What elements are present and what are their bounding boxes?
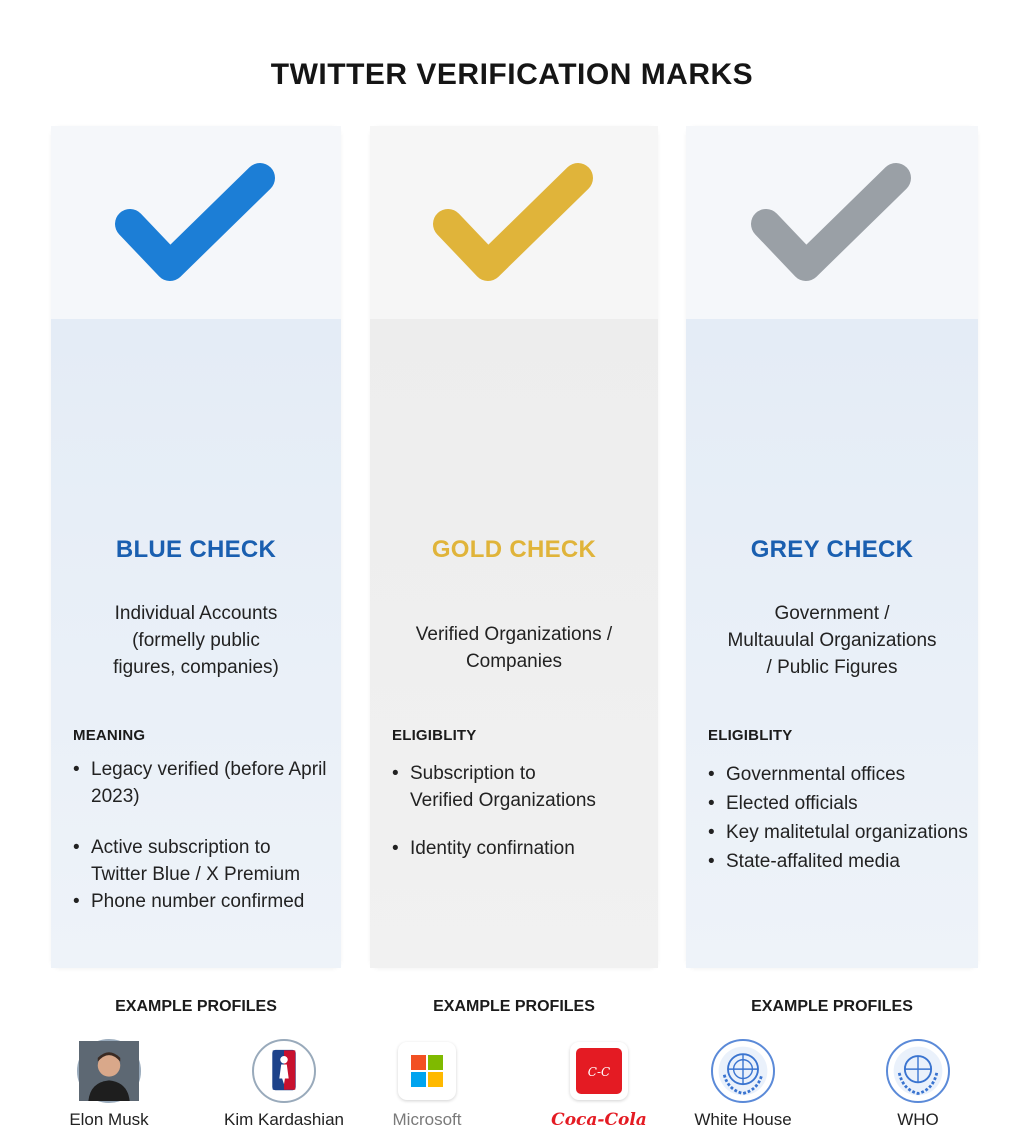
card-subtitle <box>700 600 964 681</box>
profile-white-house[interactable] <box>678 1039 808 1129</box>
list-item: • Phone number confirmed <box>73 888 331 915</box>
gold-check-card <box>370 126 658 1130</box>
section-label: MEANING <box>73 727 146 744</box>
card-heading: GOLD CHECK <box>431 536 597 563</box>
microsoft-logo-icon <box>398 1042 456 1100</box>
profile-coca-cola[interactable] <box>534 1039 664 1130</box>
coca-cola-logo-icon <box>570 1042 628 1100</box>
list-item: • Key malitetulal organizations <box>708 818 978 847</box>
card-header <box>370 126 658 319</box>
subtitle-line: Companies <box>465 651 563 672</box>
card-subtitle <box>384 621 644 675</box>
list-item: • Active subscription to Twitter Blue / X Premium <box>73 834 331 888</box>
profile-microsoft[interactable] <box>362 1039 492 1129</box>
list-item: • Identity confirnation <box>392 835 648 862</box>
svg-text:C-C: C-C <box>587 1065 611 1079</box>
subtitle-line: / Public Figures <box>766 657 898 678</box>
subtitle-line: Government / <box>774 603 890 624</box>
card-body <box>686 319 978 1129</box>
profile-name: Elon Musk <box>69 1110 149 1129</box>
blue-check-card <box>51 126 344 1129</box>
profile-who[interactable] <box>853 1039 983 1129</box>
nba-logo-icon <box>252 1039 316 1103</box>
bullet-list <box>708 760 978 876</box>
grey-check-card <box>686 126 978 1129</box>
list-item: • Legacy verified (before April 2023) <box>73 756 331 810</box>
person-avatar-icon <box>77 1039 141 1103</box>
bullet-list <box>392 760 648 862</box>
profile-kim-kardashian[interactable] <box>219 1039 349 1129</box>
section-label: ELIGIBLITY <box>708 727 793 744</box>
card-header <box>51 126 341 319</box>
page-title: TWITTER VERIFICATION MARKS <box>270 58 754 91</box>
profile-name: Microsoft <box>392 1110 462 1129</box>
subtitle-line: Individual Accounts <box>114 603 278 624</box>
list-item: • Subscription to Verified Organizations <box>392 760 648 814</box>
subtitle-line: Multauulal Organizations <box>727 630 937 651</box>
profile-name: Coca-Cola <box>551 1110 647 1130</box>
card-heading: BLUE CHECK <box>115 536 277 563</box>
card-body <box>370 319 658 1130</box>
profile-elon-musk[interactable] <box>44 1039 174 1129</box>
list-item: • State-affalited media <box>708 847 978 876</box>
card-body <box>51 319 344 1129</box>
profile-name: Kim Kardashian <box>223 1110 344 1129</box>
card-heading: GREY CHECK <box>750 536 914 563</box>
gold-check-icon <box>432 162 596 286</box>
blue-check-icon <box>114 162 278 286</box>
examples-label: EXAMPLE PROFILES <box>751 998 913 1015</box>
bullet-list <box>73 756 331 915</box>
examples-label: EXAMPLE PROFILES <box>433 998 595 1015</box>
examples-label: EXAMPLE PROFILES <box>115 998 277 1015</box>
list-item: • Elected officials <box>708 789 978 818</box>
subtitle-line: figures, companies) <box>113 657 279 678</box>
un-emblem-icon <box>711 1039 775 1103</box>
card-header <box>686 126 978 319</box>
section-label: ELIGIBLITY <box>392 727 477 744</box>
subtitle-line: (formelly public <box>132 630 260 651</box>
list-item: • Governmental offices <box>708 760 978 789</box>
profile-name: White House <box>694 1110 792 1129</box>
grey-check-icon <box>750 162 914 286</box>
subtitle-line: Verified Organizations / <box>415 624 613 645</box>
un-emblem-icon <box>886 1039 950 1103</box>
card-subtitle <box>65 600 327 681</box>
profile-name: WHO <box>897 1110 939 1129</box>
